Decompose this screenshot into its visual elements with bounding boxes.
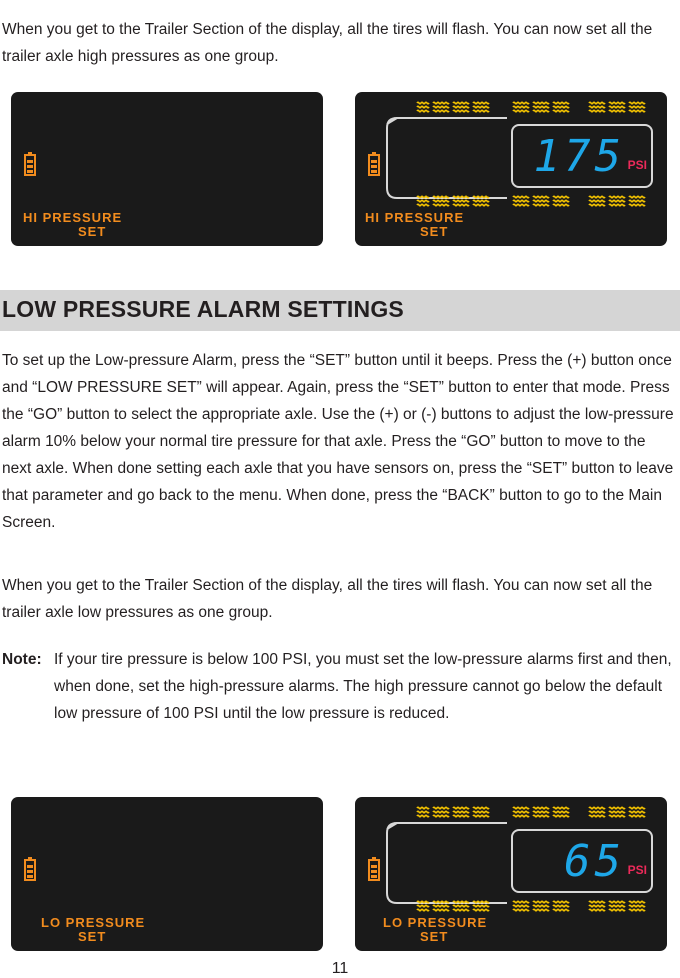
set-label: SET (78, 224, 107, 239)
body-paragraph-1: To set up the Low-pressure Alarm, press the “SET” button until it beeps. Press the (+) button once and “LOW PRESSURE SET” will appear. Again, press the “SET” button to enter that mode. Press the “GO” button to select the appropriate axle. Use the (+) or (-) buttons to adjust the low-pressure alarm 10% below your normal tire pressure for that axle. Press the “GO” button to move to the next axle. When done setting each axle that you have sensors on, press the “SET” button to leave that parameter and go back to the menu. When done, press the “BACK” button to go to the Main Screen. (2, 352, 674, 531)
battery-icon (368, 857, 380, 881)
tire-icon (513, 807, 529, 817)
lo-pressure-label: LO PRESSURE (41, 915, 146, 930)
set-label: SET (78, 929, 107, 944)
note-block (2, 646, 678, 722)
tire-icon (433, 102, 449, 112)
tire-icon (473, 196, 489, 206)
tire-icon (473, 102, 489, 112)
tire-icon (417, 901, 429, 911)
hi-pressure-display-blank (11, 92, 323, 246)
battery-icon (24, 857, 36, 881)
tire-icon (589, 102, 605, 112)
tire-indicators-bottom (413, 194, 649, 208)
tire-icon (553, 102, 569, 112)
tire-row-bottom (413, 194, 649, 208)
tire-icon (513, 102, 529, 112)
note-label: Note: (2, 651, 42, 668)
tire-icon (417, 102, 429, 112)
psi-unit: PSI (627, 158, 647, 172)
hi-pressure-label: HI PRESSURE (365, 210, 465, 225)
battery-icon (368, 152, 380, 176)
lo-pressure-display-blank (11, 797, 323, 951)
tire-icon (513, 196, 529, 206)
tire-icon (609, 196, 625, 206)
tire-row-top (413, 100, 649, 114)
tire-row-bottom (413, 899, 649, 913)
tire-indicators-top (413, 805, 649, 819)
left-bracket-outline (383, 819, 513, 907)
tire-indicators-top (413, 100, 649, 114)
tire-icon (629, 102, 645, 112)
tire-icon (417, 196, 429, 206)
tire-icon (609, 901, 625, 911)
lo-pressure-label: LO PRESSURE (383, 915, 488, 930)
intro-paragraph: When you get to the Trailer Section of the display, all the tires will flash. You can now set all the trailer axle high pressures as one group. (2, 21, 653, 65)
tire-icon (433, 196, 449, 206)
tire-icon (553, 196, 569, 206)
tire-row-top (413, 805, 649, 819)
set-label: SET (420, 929, 449, 944)
hi-pressure-label: HI PRESSURE (23, 210, 123, 225)
battery-icon (24, 152, 36, 176)
tire-icon (553, 901, 569, 911)
pressure-value: 65 (564, 836, 625, 887)
tire-icon (553, 807, 569, 817)
section-header-bar (0, 290, 680, 331)
tire-icon (589, 807, 605, 817)
tire-icon (473, 807, 489, 817)
pressure-value: 175 (533, 131, 625, 182)
tire-icon (589, 901, 605, 911)
pressure-readout (511, 124, 653, 188)
body-paragraph-2: When you get to the Trailer Section of the display, all the tires will flash. You can now set all the trailer axle low pressures as one group. (2, 577, 653, 621)
tire-icon (453, 807, 469, 817)
note-text: If your tire pressure is below 100 PSI, you must set the low-pressure alarms first and then, when done, set the high-pressure alarms. The high pressure cannot go below the default low pressure of 100 PSI until the low pressure is reduced. (54, 651, 672, 722)
tire-icon (589, 196, 605, 206)
set-label: SET (420, 224, 449, 239)
tire-icon (629, 196, 645, 206)
tire-icon (533, 901, 549, 911)
lo-pressure-display-active (355, 797, 667, 951)
tire-icon (629, 901, 645, 911)
tire-icon (433, 901, 449, 911)
tire-icon (417, 807, 429, 817)
pressure-readout (511, 829, 653, 893)
tire-icon (629, 807, 645, 817)
left-bracket-outline (383, 114, 513, 202)
tire-indicators-bottom (413, 899, 649, 913)
section-title: LOW PRESSURE ALARM SETTINGS (2, 296, 404, 322)
tire-icon (473, 901, 489, 911)
tire-icon (533, 196, 549, 206)
tire-icon (609, 807, 625, 817)
psi-unit: PSI (627, 863, 647, 877)
hi-pressure-display-active (355, 92, 667, 246)
tire-icon (453, 102, 469, 112)
tire-icon (433, 807, 449, 817)
tire-icon (513, 901, 529, 911)
page-number: 11 (331, 960, 349, 977)
tire-icon (453, 901, 469, 911)
tire-icon (453, 196, 469, 206)
tire-icon (609, 102, 625, 112)
tire-icon (533, 807, 549, 817)
tire-icon (533, 102, 549, 112)
